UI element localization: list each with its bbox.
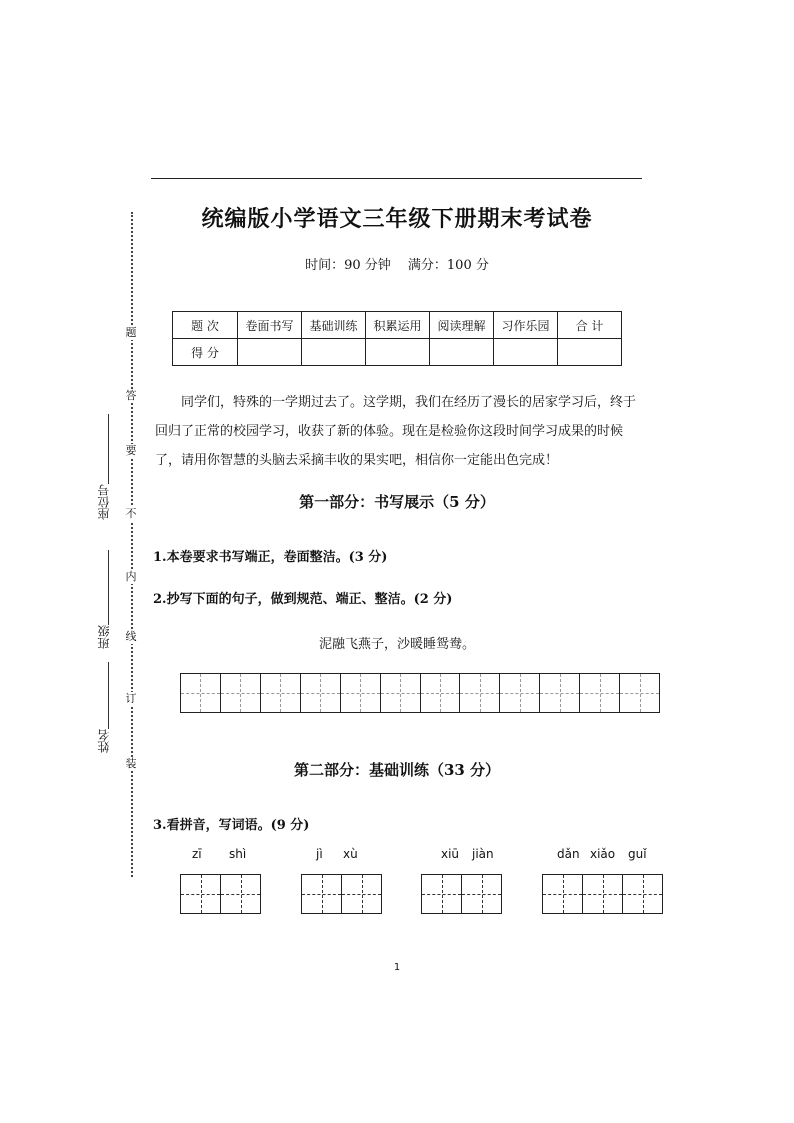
score-table-score-row: [173, 339, 622, 366]
pinyin: guǐ: [628, 847, 647, 861]
grid-cell[interactable]: [500, 674, 540, 712]
grid-cell[interactable]: [421, 674, 461, 712]
score-cell[interactable]: [430, 339, 494, 366]
grid-cell[interactable]: [620, 674, 659, 712]
exam-time-score: 时间：90 分钟 满分：100 分: [305, 258, 489, 273]
binding-word: 装: [121, 757, 141, 771]
seat-number-label: 座位号: [97, 484, 111, 520]
copy-sentence: 泥融飞燕子，沙暖睡鸳鸯。: [318, 637, 475, 652]
table-column-header: 阅读理解: [430, 312, 494, 339]
grid-cell[interactable]: [261, 674, 301, 712]
part2-heading: 第二部分：基础训练（33 分）: [293, 761, 501, 779]
table-column-header: 习作乐园: [494, 312, 558, 339]
answer-box-group[interactable]: [180, 874, 261, 914]
binding-word: 内: [121, 570, 141, 584]
pinyin: xiū: [441, 847, 460, 861]
answer-box-group[interactable]: [421, 874, 502, 914]
binding-word: 要: [121, 444, 141, 458]
score-cell[interactable]: [302, 339, 366, 366]
grid-cell[interactable]: [462, 875, 501, 913]
grid-cell[interactable]: [540, 674, 580, 712]
binding-word: 答: [121, 389, 141, 403]
grid-cell[interactable]: [341, 674, 381, 712]
part1-heading: 第一部分：书写展示（5 分）: [299, 493, 495, 511]
name-line: [108, 662, 109, 729]
binding-word: 不: [121, 507, 141, 521]
table-column-header: 积累运用: [366, 312, 430, 339]
class-line: [108, 550, 109, 625]
grid-cell[interactable]: [623, 875, 662, 913]
pinyin: jiàn: [472, 847, 494, 861]
grid-cell[interactable]: [221, 674, 261, 712]
pinyin: xiǎo: [590, 847, 616, 861]
grid-cell[interactable]: [221, 875, 260, 913]
score-table: [172, 311, 622, 366]
answer-box-group[interactable]: [542, 874, 663, 914]
question-1: 1.本卷要求书写端正，卷面整洁。(3 分): [153, 550, 388, 565]
name-label: 姓名: [97, 729, 111, 753]
class-label: 班级: [97, 625, 111, 649]
grid-cell[interactable]: [342, 875, 381, 913]
grid-cell[interactable]: [543, 875, 583, 913]
score-cell[interactable]: [494, 339, 558, 366]
table-column-header: 基础训练: [302, 312, 366, 339]
grid-cell[interactable]: [381, 674, 421, 712]
page-number: 1: [393, 962, 401, 973]
grid-cell[interactable]: [460, 674, 500, 712]
score-cell[interactable]: [366, 339, 430, 366]
binding-word: 订: [121, 692, 141, 706]
binding-word: 题: [121, 326, 141, 340]
score-table-header-row: [173, 312, 622, 339]
pinyin: zī: [192, 847, 202, 861]
pinyin: xù: [343, 847, 358, 861]
pinyin: shì: [229, 847, 247, 861]
binding-word: 线: [121, 630, 141, 644]
grid-cell[interactable]: [302, 875, 342, 913]
table-column-header: 合 计: [558, 312, 622, 339]
table-column-header: 卷面书写: [238, 312, 302, 339]
grid-cell[interactable]: [580, 674, 620, 712]
answer-box-group[interactable]: [301, 874, 382, 914]
writing-grid[interactable]: [180, 673, 660, 713]
grid-cell[interactable]: [422, 875, 462, 913]
intro-paragraph: 同学们，特殊的一学期过去了。这学期，我们在经历了漫长的居家学习后，终于回归了正常的校园学习，收获了新的体验。现在是检验你这段时间学习成果的时候了，请用你智慧的头脑去采摘丰收的果实吧，相信你一定能出色完成！: [155, 395, 637, 468]
seat-number-line: [108, 414, 109, 484]
pinyin: dǎn: [557, 847, 580, 861]
score-cell[interactable]: [558, 339, 622, 366]
pinyin: jì: [316, 847, 323, 861]
grid-cell[interactable]: [181, 674, 221, 712]
exam-title: 统编版小学语文三年级下册期末考试卷: [201, 206, 593, 232]
top-rule: [151, 178, 642, 179]
table-row-label: 得 分: [173, 339, 238, 366]
grid-cell[interactable]: [301, 674, 341, 712]
question-3: 3.看拼音，写词语。(9 分): [153, 818, 310, 833]
grid-cell[interactable]: [181, 875, 221, 913]
table-row-label: 题 次: [173, 312, 238, 339]
score-cell[interactable]: [238, 339, 302, 366]
grid-cell[interactable]: [583, 875, 623, 913]
question-2: 2.抄写下面的句子，做到规范、端正、整洁。(2 分): [153, 592, 453, 607]
